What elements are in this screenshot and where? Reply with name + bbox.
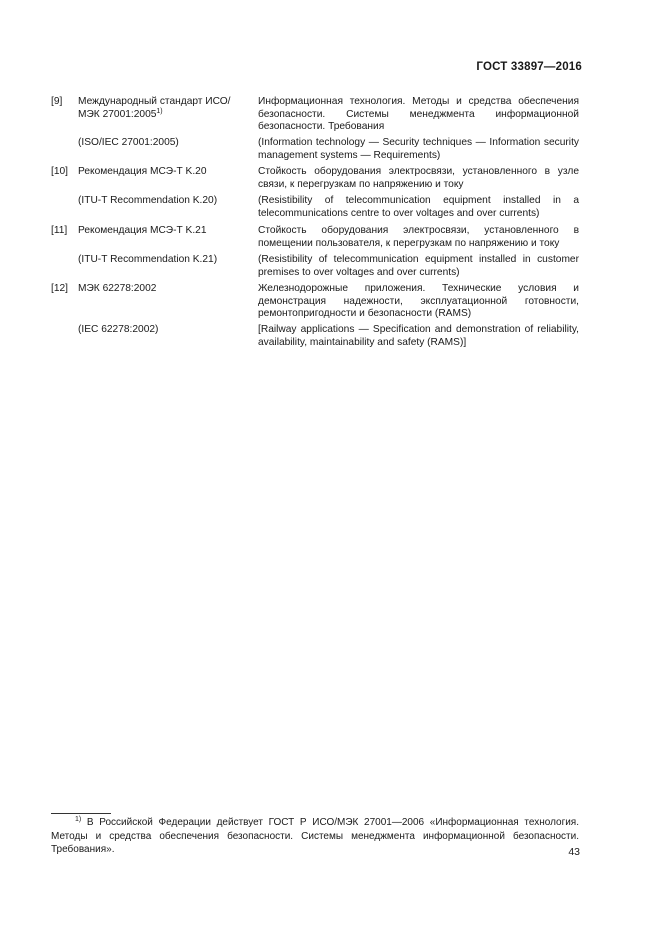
footnote-separator: [51, 813, 111, 814]
bibliography-entry: [51, 225, 579, 254]
entry-title: [Railway applications — Specification and demonstration of reliability, availability, maintainability and safety (RAMS)]: [258, 324, 579, 348]
entry-title: Стойкость оборудования электросвязи, установленного в узле связи, к перегрузкам по напряжению и току: [258, 166, 579, 190]
bibliography-list: [51, 96, 579, 353]
footnote: [51, 816, 579, 857]
footnote-marker: 1): [75, 816, 82, 823]
entry-number: [9]: [51, 96, 63, 107]
entry-number: [11]: [51, 225, 68, 236]
bibliography-entry: [51, 195, 579, 225]
entry-number: [12]: [51, 283, 68, 294]
entry-number: [10]: [51, 166, 68, 177]
entry-title: (Resistibility of telecommunication equipment installed in customer premises to over voltages and over currents): [258, 254, 579, 278]
bibliography-entry: [51, 96, 579, 137]
entry-designation: (ITU-T Recommendation K.21): [78, 254, 218, 265]
bibliography-entry: [51, 254, 579, 283]
document-header: ГОСТ 33897—2016: [476, 61, 582, 73]
entry-title: Информационная технология. Методы и средства обеспечения безопасности. Системы менеджмента информационной безопасности. Требования: [258, 96, 579, 133]
entry-title: (Information technology — Security techniques — Information security management systems — Requirements): [258, 137, 579, 161]
entry-designation: (ISO/IEC 27001:2005): [78, 137, 179, 148]
bibliography-entry: [51, 324, 579, 353]
entry-designation: МЭК 62278:2002: [78, 283, 157, 294]
page-number: 43: [568, 846, 580, 858]
entry-title: Железнодорожные приложения. Технические условия и демонстрация надежности, эксплуатационной готовности, ремонтопригодности и безопасности (RAMS): [258, 283, 579, 320]
entry-designation: (ITU-T Recommendation K.20): [78, 195, 218, 206]
bibliography-entry: [51, 283, 579, 324]
entry-designation: (IEC 62278:2002): [78, 324, 159, 335]
bibliography-entry: [51, 137, 579, 166]
entry-title: Стойкость оборудования электросвязи, установленного в помещении пользователя, к перегрузкам по напряжению и току: [258, 225, 579, 249]
footnote-marker[interactable]: 1): [156, 107, 163, 115]
entry-designation: Международный стандарт ИСО/МЭК 27001:2005$^{1)}$: [78, 96, 231, 120]
bibliography-entry: [51, 166, 579, 195]
entry-title: (Resistibility of telecommunication equipment installed in a telecommunications centre to over voltages and over currents): [258, 195, 579, 219]
entry-designation: Рекомендация МСЭ-Т K.21: [78, 225, 207, 236]
footnote-text: В Российской Федерации действует ГОСТ Р ИСО/МЭК 27001—2006 «Информационная технология. Методы и средства обеспечения безопасности. Системы менеджмента информационной безопасности. Требования».: [51, 817, 580, 855]
entry-designation: Рекомендация МСЭ-Т K.20: [78, 166, 207, 177]
